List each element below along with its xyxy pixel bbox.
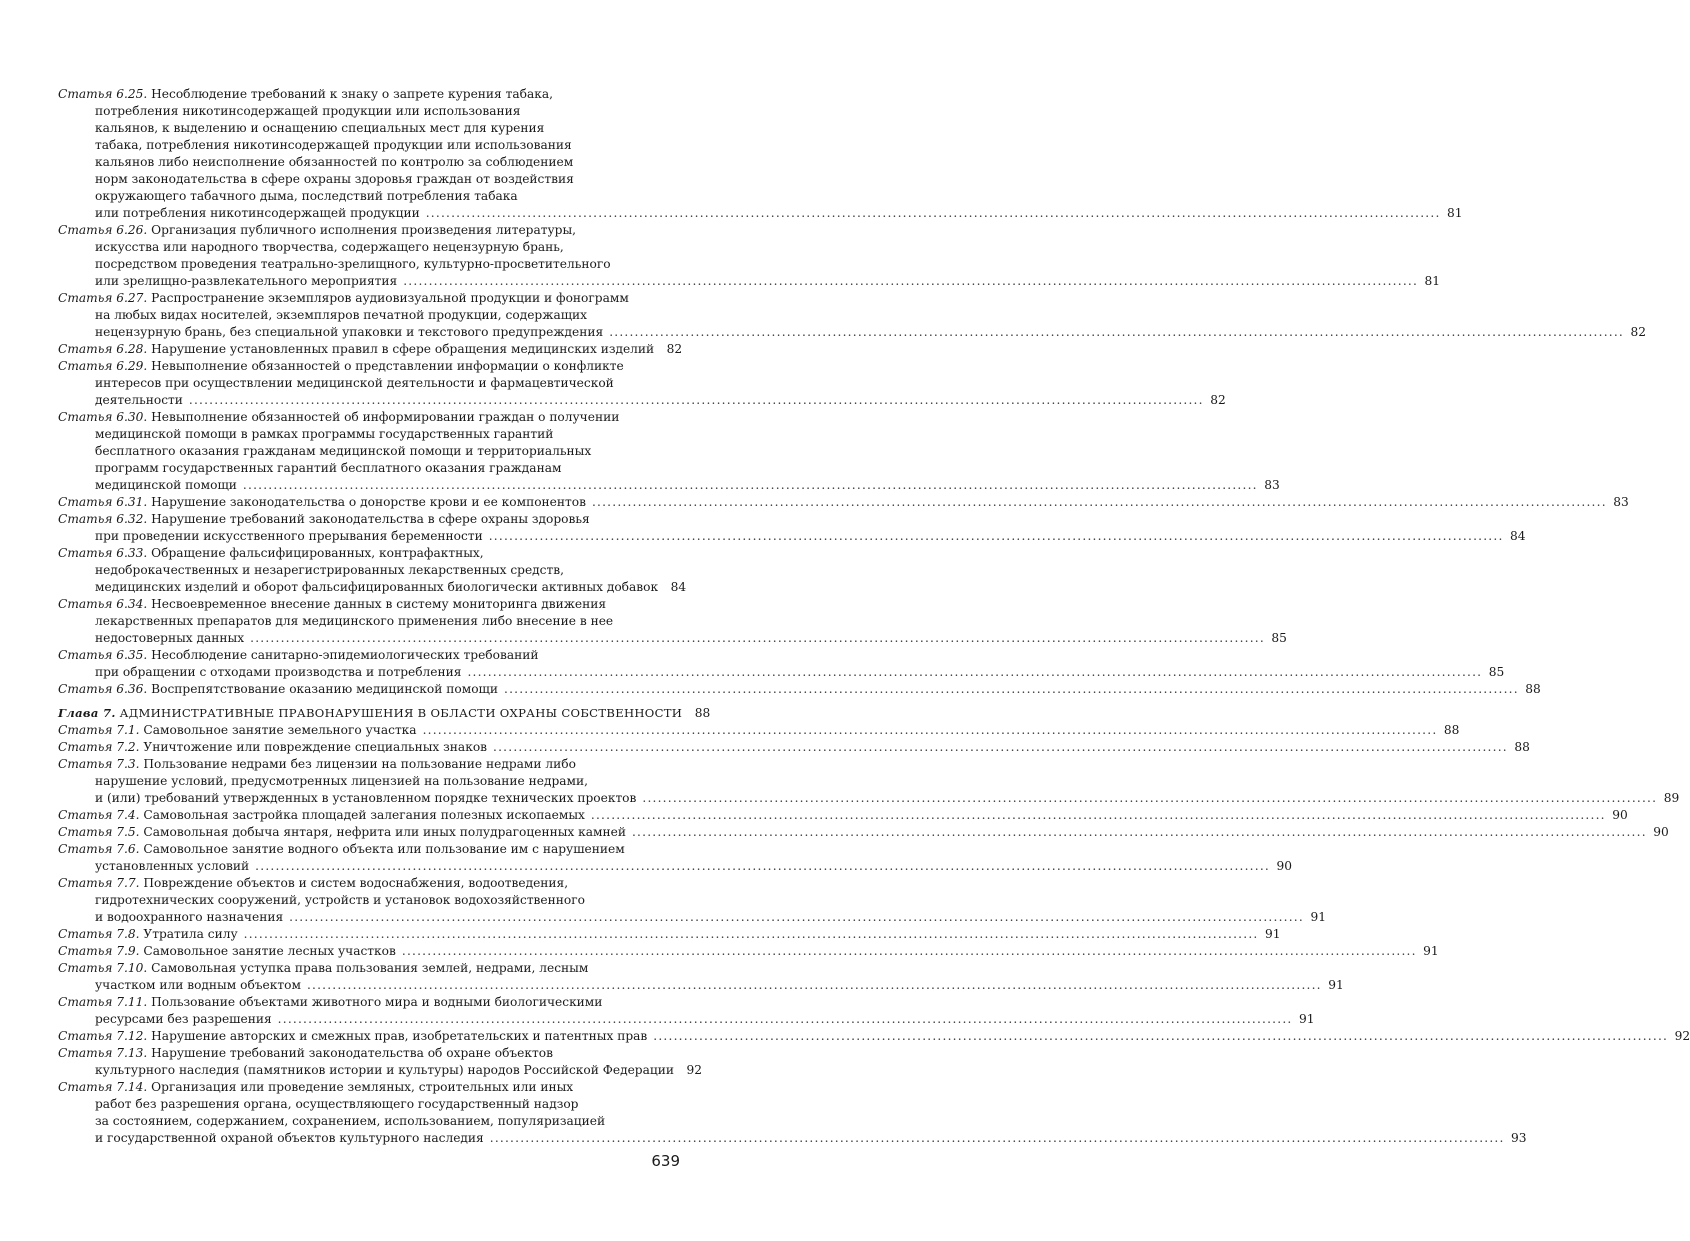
toc-line — [58, 1079, 680, 1096]
article-label: Статья 7.6. — [58, 842, 140, 856]
entry-page-number: 91 — [1423, 944, 1439, 958]
entry-title-text: или потребления никотинсодержащей продукции — [95, 206, 420, 220]
toc-line — [58, 943, 1439, 960]
toc-line — [58, 137, 680, 154]
dot-leader: ........................................................................................................................................................................................................ — [188, 393, 1204, 407]
article-label: Статья 7.4. — [58, 808, 140, 822]
toc-entry — [58, 926, 1281, 943]
entry-title-text: и государственной охраной объектов культурного наследия — [95, 1131, 484, 1145]
entry-title-text: Пользование объектами животного мира и водными биологическими — [151, 995, 603, 1009]
toc-entry — [58, 824, 1669, 841]
entry-title-text: медицинской помощи — [95, 478, 237, 492]
entry-title-text: медицинской помощи в рамках программы государственных гарантий — [95, 427, 554, 441]
entry-title-text: недоброкачественных и незарегистрированных лекарственных средств, — [95, 563, 564, 577]
dot-leader: ........................................................................................................................................................................................................ — [401, 944, 1417, 958]
article-label: Статья 7.1. — [58, 723, 140, 737]
article-label: Статья 7.10. — [58, 961, 148, 975]
entry-title-text: при обращении с отходами производства и потребления — [95, 665, 462, 679]
dot-leader: ........................................................................................................................................................................................................ — [489, 1131, 1505, 1145]
article-label: Статья 7.8. — [58, 927, 140, 941]
article-label: Статья 6.29. — [58, 359, 148, 373]
toc-entry — [58, 875, 1326, 926]
entry-title-text: окружающего табачного дыма, последствий потребления табака — [95, 189, 518, 203]
entry-page-number: 81 — [1447, 206, 1463, 220]
toc-entry — [58, 994, 1315, 1028]
page-number: 639 — [651, 1152, 680, 1170]
toc-line — [58, 511, 680, 528]
entry-page-number: 91 — [1328, 978, 1344, 992]
toc-line — [58, 239, 680, 256]
dot-leader: ........................................................................................................................................................................................................ — [493, 740, 1508, 754]
toc-line — [58, 103, 680, 120]
toc-line — [58, 324, 1646, 341]
toc-line — [58, 171, 680, 188]
entry-page-number: 90 — [1653, 825, 1669, 839]
dot-leader: ........................................................................................................................................................................................................ — [250, 631, 1265, 645]
entry-title-text: работ без разрешения органа, осуществляющего государственный надзор — [95, 1097, 579, 1111]
dot-leader: ........................................................................................................................................................................................................ — [403, 274, 1419, 288]
toc-line — [58, 392, 1226, 409]
toc-entry — [58, 722, 1460, 739]
toc-line — [58, 1130, 1527, 1147]
entry-page-number: 88 — [1525, 682, 1541, 696]
toc-line — [58, 875, 680, 892]
article-label: Статья 6.33. — [58, 546, 148, 560]
entry-page-number: 89 — [1663, 791, 1680, 805]
toc-line — [58, 290, 680, 307]
toc-line — [58, 273, 1441, 290]
toc-line — [58, 494, 1629, 511]
entry-page-number: 84 — [670, 580, 687, 594]
toc-entry — [58, 511, 1526, 545]
toc-entry — [58, 807, 1628, 824]
entry-title-text: бесплатного оказания гражданам медицинской помощи и территориальных — [95, 444, 592, 458]
entry-title-text: интересов при осуществлении медицинской деятельности и фармацевтической — [95, 376, 614, 390]
article-label: Статья 7.7. — [58, 876, 140, 890]
entry-title-text: и (или) требований утвержденных в установленном порядке технических проектов — [95, 791, 637, 805]
toc-entry — [58, 545, 687, 596]
entry-page-number: 84 — [1510, 529, 1526, 543]
article-label: Статья 7.5. — [58, 825, 140, 839]
toc-entry — [58, 358, 1226, 409]
dot-leader: ........................................................................................................................................................................................................ — [422, 723, 1438, 737]
toc-line — [58, 1028, 1690, 1045]
entry-title-text: табака, потребления никотинсодержащей продукции или использования — [95, 138, 572, 152]
entry-title-text: кальянов либо неисполнение обязанностей по контролю за соблюдением — [95, 155, 574, 169]
entry-title-text: Нарушение установленных правил в сфере обращения медицинских изделий — [151, 342, 655, 356]
entry-title-text: при проведении искусственного прерывания беременности — [95, 529, 483, 543]
entry-title-text: Несоблюдение санитарно-эпидемиологических требований — [151, 648, 539, 662]
entry-title-text: медицинских изделий и оборот фальсифицированных биологически активных добавок — [95, 580, 659, 594]
entry-page-number: 92 — [686, 1063, 702, 1077]
toc-line — [58, 858, 1292, 875]
dot-leader: ........................................................................................................................................................................................................ — [467, 665, 1483, 679]
toc-entry — [58, 1028, 1690, 1045]
article-label: Статья 6.35. — [58, 648, 148, 662]
entry-page-number: 91 — [1310, 910, 1326, 924]
dot-leader: ........................................................................................................................................................................................................ — [289, 910, 1304, 924]
dot-leader: ........................................................................................................................................................................................................ — [425, 206, 1441, 220]
toc-line — [58, 1113, 680, 1130]
entry-title-text: Несвоевременное внесение данных в систему мониторинга движения — [151, 597, 607, 611]
entry-page-number: 85 — [1271, 631, 1287, 645]
toc-line — [58, 358, 680, 375]
entry-title-text: лекарственных препаратов для медицинского применения либо внесение в нее — [95, 614, 614, 628]
toc-line — [58, 154, 680, 171]
toc-line — [58, 528, 1526, 545]
toc-line — [58, 205, 1463, 222]
toc-entry — [58, 341, 683, 358]
entry-title-text: Уничтожение или повреждение специальных знаков — [143, 740, 488, 754]
article-label: Статья 7.3. — [58, 757, 140, 771]
entry-page-number: 92 — [1674, 1029, 1690, 1043]
toc-line — [58, 375, 680, 392]
entry-page-number: 93 — [1511, 1131, 1527, 1145]
dot-leader: ........................................................................................................................................................................................................ — [609, 325, 1624, 339]
entry-page-number: 91 — [1298, 1012, 1315, 1026]
toc-line — [58, 977, 1344, 994]
entry-page-number: 83 — [1264, 478, 1280, 492]
toc-entry — [58, 739, 1530, 756]
entry-title-text: за состоянием, содержанием, сохранением, использованием, популяризацией — [95, 1114, 606, 1128]
dot-leader: ........................................................................................................................................................................................................ — [590, 808, 1606, 822]
entry-title-text: норм законодательства в сфере охраны здоровья граждан от воздействия — [95, 172, 574, 186]
article-label: Статья 6.26. — [58, 223, 148, 237]
toc-line — [58, 545, 680, 562]
toc-line — [58, 86, 680, 103]
entry-title-text: Невыполнение обязанностей об информировании граждан о получении — [151, 410, 620, 424]
toc-line — [58, 630, 1287, 647]
article-label: Статья 6.36. — [58, 682, 148, 696]
toc-line — [58, 477, 1280, 494]
entry-title-text: нецензурную брань, без специальной упаковки и текстового предупреждения — [95, 325, 604, 339]
toc-entry — [58, 1079, 1527, 1147]
table-of-contents — [58, 86, 1690, 1147]
entry-title-text: культурного наследия (памятников истории и культуры) народов Российской Федерации — [95, 1063, 674, 1077]
entry-title-text: Самовольное занятие водного объекта или пользование им с нарушением — [143, 842, 625, 856]
article-label: Статья 7.13. — [58, 1046, 148, 1060]
toc-line — [58, 892, 680, 909]
entry-page-number: 82 — [666, 342, 683, 356]
toc-line — [58, 256, 680, 273]
entry-title-text: участком или водным объектом — [95, 978, 301, 992]
entry-title-text: Утратила силу — [143, 927, 238, 941]
toc-line — [58, 756, 680, 773]
entry-title-text: Организация публичного исполнения произведения литературы, — [151, 223, 577, 237]
entry-title-text: или зрелищно-развлекательного мероприятия — [95, 274, 398, 288]
entry-title-text: Распространение экземпляров аудиовизуальной продукции и фонограмм — [151, 291, 629, 305]
entry-title-text: Самовольное занятие земельного участка — [143, 723, 417, 737]
article-label: Статья 7.14. — [58, 1080, 148, 1094]
dot-leader: ........................................................................................................................................................................................................ — [243, 927, 1259, 941]
toc-line — [58, 960, 680, 977]
entry-page-number: 88 — [694, 706, 711, 720]
toc-line — [58, 1045, 680, 1062]
toc-line — [58, 647, 680, 664]
toc-line — [58, 460, 680, 477]
entry-title-text: гидротехнических сооружений, устройств и установок водохозяйственного — [95, 893, 585, 907]
entry-title-text: искусства или народного творчества, содержащего нецензурную брань, — [95, 240, 564, 254]
toc-line — [58, 664, 1505, 681]
article-label: Статья 6.32. — [58, 512, 148, 526]
entry-title-text: Самовольное занятие лесных участков — [143, 944, 396, 958]
toc-entry — [58, 756, 1680, 807]
entry-page-number: 88 — [1443, 723, 1460, 737]
entry-title-text: посредством проведения театрально-зрелищного, культурно-просветительного — [95, 257, 611, 271]
toc-line — [58, 1011, 1315, 1028]
entry-title-text: Организация или проведение земляных, строительных или иных — [151, 1080, 574, 1094]
toc-line — [58, 1062, 702, 1079]
toc-line — [58, 341, 683, 358]
toc-entry — [58, 1045, 702, 1079]
toc-line — [58, 926, 1281, 943]
toc-entry — [58, 943, 1439, 960]
toc-line — [58, 222, 680, 239]
entry-title-text: и водоохранного назначения — [95, 910, 284, 924]
entry-page-number: 88 — [1514, 740, 1530, 754]
toc-line — [58, 705, 711, 722]
toc-line — [58, 824, 1669, 841]
toc-line — [58, 722, 1460, 739]
entry-title-text: Нарушение авторских и смежных прав, изобретательских и патентных прав — [151, 1029, 648, 1043]
entry-title-text: Нарушение требований законодательства об охране объектов — [151, 1046, 553, 1060]
toc-line — [58, 773, 680, 790]
toc-line — [58, 841, 680, 858]
toc-line — [58, 443, 680, 460]
entry-title-text: недостоверных данных — [95, 631, 245, 645]
entry-title-text: АДМИНИСТРАТИВНЫЕ ПРАВОНАРУШЕНИЯ В ОБЛАСТИ ОХРАНЫ СОБСТВЕННОСТИ — [119, 706, 683, 720]
article-label: Статья 6.34. — [58, 597, 148, 611]
dot-leader: ........................................................................................................................................................................................................ — [504, 682, 1519, 696]
entry-title-text: на любых видах носителей, экземпляров печатной продукции, содержащих — [95, 308, 588, 322]
entry-title-text: деятельности — [95, 393, 183, 407]
entry-title-text: Повреждение объектов и систем водоснабжения, водоотведения, — [143, 876, 569, 890]
entry-title-text: Обращение фальсифицированных, контрафактных, — [151, 546, 484, 560]
toc-entry — [58, 681, 1541, 698]
entry-title-text: кальянов, к выделению и оснащению специальных мест для курения — [95, 121, 545, 135]
toc-line — [58, 681, 1541, 698]
entry-page-number: 82 — [1630, 325, 1646, 339]
toc-line — [58, 409, 680, 426]
article-label: Статья 6.31. — [58, 495, 148, 509]
dot-leader: ........................................................................................................................................................................................................ — [488, 529, 1504, 543]
toc-entry — [58, 960, 1344, 994]
article-label: Статья 6.30. — [58, 410, 148, 424]
entry-page-number: 83 — [1613, 495, 1629, 509]
article-label: Статья 7.9. — [58, 944, 140, 958]
toc-line — [58, 613, 680, 630]
toc-entry — [58, 290, 1646, 341]
article-label: Статья 7.11. — [58, 995, 148, 1009]
toc-entry — [58, 494, 1629, 511]
dot-leader: ........................................................................................................................................................................................................ — [255, 859, 1270, 873]
entry-page-number: 90 — [1276, 859, 1292, 873]
article-label: Статья 6.27. — [58, 291, 148, 305]
toc-line — [58, 120, 680, 137]
entry-title-text: Невыполнение обязанностей о представлении информации о конфликте — [151, 359, 624, 373]
entry-title-text: нарушение условий, предусмотренных лицензией на пользование недрами, — [95, 774, 589, 788]
dot-leader: ........................................................................................................................................................................................................ — [631, 825, 1647, 839]
entry-title-text: Нарушение требований законодательства в сфере охраны здоровья — [151, 512, 590, 526]
toc-line — [58, 188, 680, 205]
entry-page-number: 91 — [1264, 927, 1281, 941]
entry-page-number: 85 — [1488, 665, 1505, 679]
article-label: Статья 6.28. — [58, 342, 148, 356]
dot-leader: ........................................................................................................................................................................................................ — [653, 1029, 1669, 1043]
toc-line — [58, 739, 1530, 756]
dot-leader: ........................................................................................................................................................................................................ — [642, 791, 1658, 805]
entry-title-text: Самовольная уступка права пользования землей, недрами, лесным — [151, 961, 589, 975]
entry-title-text: потребления никотинсодержащей продукции или использования — [95, 104, 521, 118]
entry-title-text: Воспрепятствование оказанию медицинской помощи — [151, 682, 498, 696]
toc-line — [58, 579, 687, 596]
entry-title-text: Пользование недрами без лицензии на пользование недрами либо — [143, 757, 576, 771]
article-label: Статья 7.2. — [58, 740, 140, 754]
dot-leader: ........................................................................................................................................................................................................ — [277, 1012, 1293, 1026]
dot-leader: ........................................................................................................................................................................................................ — [242, 478, 1258, 492]
entry-title-text: программ государственных гарантий бесплатного оказания гражданам — [95, 461, 562, 475]
entry-title-text: Самовольная добыча янтаря, нефрита или иных полудрагоценных камней — [143, 825, 626, 839]
entry-title-text: ресурсами без разрешения — [95, 1012, 272, 1026]
toc-entry — [58, 596, 1287, 647]
toc-entry — [58, 647, 1505, 681]
dot-leader: ........................................................................................................................................................................................................ — [306, 978, 1322, 992]
toc-entry — [58, 86, 1463, 222]
article-label: Статья 6.25. — [58, 87, 148, 101]
toc-entry — [58, 409, 1280, 494]
entry-title-text: Самовольная застройка площадей залегания полезных ископаемых — [143, 808, 585, 822]
article-label: Статья 7.12. — [58, 1029, 148, 1043]
entry-page-number: 90 — [1612, 808, 1628, 822]
toc-line — [58, 307, 680, 324]
entry-title-text: установленных условий — [95, 859, 250, 873]
toc-line — [58, 562, 680, 579]
entry-title-text: Несоблюдение требований к знаку о запрете курения табака, — [151, 87, 553, 101]
toc-line — [58, 994, 680, 1011]
toc-line — [58, 790, 1680, 807]
dot-leader: ........................................................................................................................................................................................................ — [591, 495, 1607, 509]
toc-line — [58, 596, 680, 613]
toc-line — [58, 807, 1628, 824]
toc-line — [58, 909, 1326, 926]
toc-chapter — [58, 705, 711, 722]
toc-entry — [58, 841, 1292, 875]
entry-title-text: Нарушение законодательства о донорстве крови и ее компонентов — [151, 495, 586, 509]
toc-line — [58, 1096, 680, 1113]
entry-page-number: 82 — [1210, 393, 1226, 407]
entry-page-number: 81 — [1424, 274, 1441, 288]
chapter-label: Глава 7. — [58, 706, 116, 720]
toc-line — [58, 426, 680, 443]
toc-entry — [58, 222, 1441, 290]
